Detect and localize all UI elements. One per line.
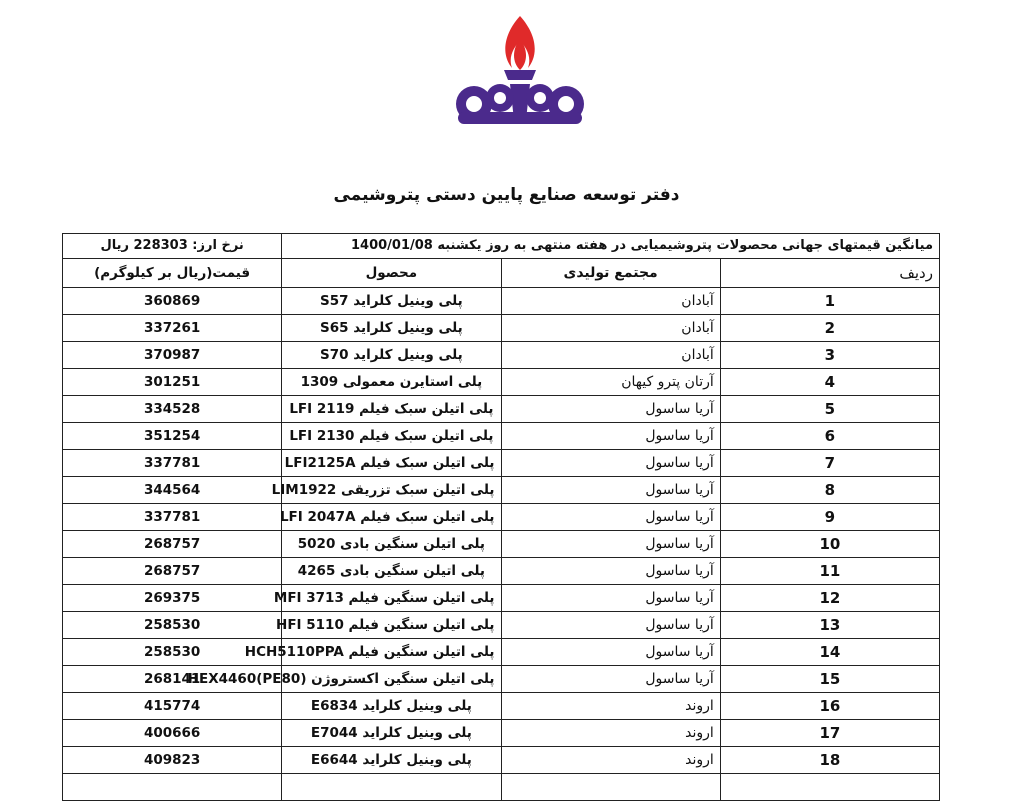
table-row xyxy=(63,315,940,342)
table-row xyxy=(63,342,940,369)
row-index: 14 xyxy=(720,639,939,666)
row-index: 18 xyxy=(720,747,939,774)
row-complex: آریا ساسول xyxy=(501,612,720,639)
table-row xyxy=(63,612,940,639)
row-product: پلی وینیل کلراید E7044 xyxy=(282,720,501,747)
table-row xyxy=(63,423,940,450)
price-table xyxy=(62,233,940,801)
row-product: پلی وینیل کلراید E6834 xyxy=(282,693,501,720)
row-price: 268141 xyxy=(63,666,282,693)
row-price: 334528 xyxy=(63,396,282,423)
table-row xyxy=(63,396,940,423)
row-product: پلی وینیل کلراید E6644 xyxy=(282,747,501,774)
table-row xyxy=(63,747,940,774)
row-price: 268757 xyxy=(63,531,282,558)
row-complex: آریا ساسول xyxy=(501,558,720,585)
row-index: 4 xyxy=(720,369,939,396)
row-index: 2 xyxy=(720,315,939,342)
row-complex: آبادان xyxy=(501,288,720,315)
row-price: 337261 xyxy=(63,315,282,342)
row-product: پلی اتیلن سبک فیلم LFI 2130 xyxy=(282,423,501,450)
empty-cell xyxy=(282,774,501,801)
row-product: پلی استایرن معمولی 1309 xyxy=(282,369,501,396)
row-product: پلی اتیلن سبک فیلم LFI 2047A xyxy=(282,504,501,531)
document-title: دفتر توسعه صنایع پایین دستی پتروشیمی xyxy=(333,185,680,205)
row-complex: آریا ساسول xyxy=(501,396,720,423)
row-product: پلی اتیلن سنگین بادی 4265 xyxy=(282,558,501,585)
row-index: 12 xyxy=(720,585,939,612)
row-index: 9 xyxy=(720,504,939,531)
row-price: 370987 xyxy=(63,342,282,369)
row-product: پلی وینیل کلراید S70 xyxy=(282,342,501,369)
row-complex: آریا ساسول xyxy=(501,423,720,450)
empty-cell xyxy=(63,774,282,801)
table-row xyxy=(63,585,940,612)
row-complex: اروند xyxy=(501,693,720,720)
row-complex: آریا ساسول xyxy=(501,504,720,531)
table-row xyxy=(63,288,940,315)
row-product: پلی وینیل کلراید S65 xyxy=(282,315,501,342)
row-index: 1 xyxy=(720,288,939,315)
row-complex: آریا ساسول xyxy=(501,531,720,558)
header-index: ردیف xyxy=(720,259,939,288)
table-row xyxy=(63,450,940,477)
row-price: 400666 xyxy=(63,720,282,747)
table-row xyxy=(63,558,940,585)
table-row xyxy=(63,720,940,747)
row-index: 3 xyxy=(720,342,939,369)
row-product: پلی وینیل کلراید S57 xyxy=(282,288,501,315)
row-price: 268757 xyxy=(63,558,282,585)
row-complex: آبادان xyxy=(501,315,720,342)
row-complex: آرتان پترو کیهان xyxy=(501,369,720,396)
table-row xyxy=(63,369,940,396)
row-index: 13 xyxy=(720,612,939,639)
row-product: پلی اتیلن سنگین اکستروژن (PE80)HEX4460 xyxy=(282,666,501,693)
header-complex: مجتمع تولیدی xyxy=(501,259,720,288)
row-index: 7 xyxy=(720,450,939,477)
row-price: 337781 xyxy=(63,450,282,477)
table-row-partial xyxy=(63,774,940,801)
table-row xyxy=(63,531,940,558)
row-price: 409823 xyxy=(63,747,282,774)
row-complex: آریا ساسول xyxy=(501,639,720,666)
row-price: 360869 xyxy=(63,288,282,315)
table-body xyxy=(63,288,940,801)
row-price: 301251 xyxy=(63,369,282,396)
exchange-rate: نرخ ارز: 228303 ریال xyxy=(63,234,282,259)
row-product: پلی اتیلن سبک فیلم LFI 2119 xyxy=(282,396,501,423)
row-index: 16 xyxy=(720,693,939,720)
table-row xyxy=(63,693,940,720)
row-price: 351254 xyxy=(63,423,282,450)
row-price: 258530 xyxy=(63,639,282,666)
row-index: 17 xyxy=(720,720,939,747)
column-header-row xyxy=(63,259,940,288)
row-index: 11 xyxy=(720,558,939,585)
row-complex: اروند xyxy=(501,720,720,747)
row-product: پلی اتیلن سبک تزریقی LIM1922 xyxy=(282,477,501,504)
table-row xyxy=(63,477,940,504)
row-complex: آبادان xyxy=(501,342,720,369)
row-product: پلی اتیلن سبک فیلم LFI2125A xyxy=(282,450,501,477)
row-index: 8 xyxy=(720,477,939,504)
row-price: 258530 xyxy=(63,612,282,639)
row-complex: آریا ساسول xyxy=(501,585,720,612)
week-title: میانگین قیمتهای جهانی محصولات پتروشیمیایی در هفته منتهی به روز یکشنبه 1400/01/08 xyxy=(282,234,940,259)
row-price: 337781 xyxy=(63,504,282,531)
row-index: 6 xyxy=(720,423,939,450)
row-price: 344564 xyxy=(63,477,282,504)
table-row xyxy=(63,666,940,693)
row-product: پلی اتیلن سنگین فیلم HCH5110PPA xyxy=(282,639,501,666)
table-row xyxy=(63,504,940,531)
row-index: 10 xyxy=(720,531,939,558)
table-caption-row xyxy=(63,234,940,259)
empty-cell xyxy=(501,774,720,801)
header-price: قیمت(ریال بر کیلوگرم) xyxy=(63,259,282,288)
empty-cell xyxy=(720,774,939,801)
row-complex: اروند xyxy=(501,747,720,774)
row-price: 269375 xyxy=(63,585,282,612)
row-product: پلی اتیلن سنگین فیلم HFI 5110 xyxy=(282,612,501,639)
row-index: 15 xyxy=(720,666,939,693)
row-price: 415774 xyxy=(63,693,282,720)
row-product: پلی اتیلن سنگین فیلم MFI 3713 xyxy=(282,585,501,612)
row-complex: آریا ساسول xyxy=(501,450,720,477)
header-product: محصول xyxy=(282,259,501,288)
row-complex: آریا ساسول xyxy=(501,477,720,504)
row-complex: آریا ساسول xyxy=(501,666,720,693)
table-row xyxy=(63,639,940,666)
row-index: 5 xyxy=(720,396,939,423)
company-logo xyxy=(440,8,600,173)
row-product: پلی اتیلن سنگین بادی 5020 xyxy=(282,531,501,558)
